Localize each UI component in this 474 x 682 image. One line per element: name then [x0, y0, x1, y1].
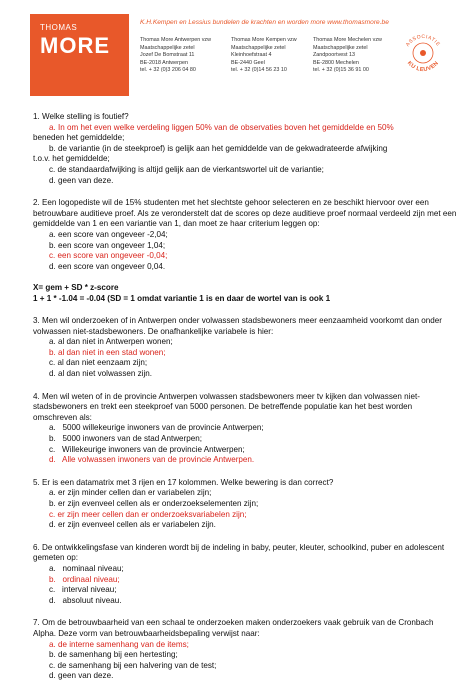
worked-solution-line: 1 + 1 * -1.04 = -0.04 (SD = 1 omdat variantie 1 is en daar de wortel van is ook 1 — [33, 293, 331, 303]
question-spacer — [33, 466, 458, 478]
answer-option: a. al dan niet in Antwerpen wonen; — [49, 337, 173, 347]
campus-line: tel. + 32 (0)3 206 04 80 — [140, 67, 196, 74]
seal-top-text: ASSOCIATIE — [404, 33, 442, 48]
answer-option: c. de standaardafwijking is altijd gelijk aan de vierkantswortel uit de variantie; — [49, 164, 324, 174]
answer-option: a. nominaal niveau; — [49, 563, 124, 573]
question-block — [33, 198, 458, 304]
question-text: 2. Een logopediste wil de 15% studenten met het slechtste gehoor selecteren en ze beschikt hiervoor over een betrouwbare auditieve proef. Als ze veronderstelt dat de scores op deze auditieve proef normaal verdeeld zijn met een gemiddelde van 1 en een variantie van 1, dan moet ze haar criterium leggen op: — [33, 198, 457, 229]
question-block — [33, 112, 458, 186]
logo-big-text: MORE — [40, 33, 110, 58]
campus-antwerpen — [140, 37, 211, 75]
question-spacer — [33, 380, 458, 392]
answer-option: beneden het gemiddelde; — [33, 133, 125, 143]
campus-line: Maatschappelijke zetel — [231, 44, 286, 51]
logo-small-text: THOMAS — [40, 23, 78, 32]
campus-mechelen — [313, 37, 382, 75]
answer-option-correct: b. ordinaal niveau; — [49, 574, 120, 584]
answer-option: t.o.v. het gemiddelde; — [33, 154, 110, 164]
answer-option: b. er zijn evenveel cellen als er onderzoekselementen zijn; — [49, 499, 259, 508]
answer-option: d. absoluut niveau. — [49, 595, 122, 605]
question-block — [33, 392, 458, 466]
campus-line: Maatschappelijke zetel — [140, 44, 195, 51]
answer-option: d. geen van deze. — [49, 175, 114, 185]
answer-option: a. een score van ongeveer -2,04; — [49, 229, 168, 239]
worked-solution-line: X= gem + SD * z-score — [33, 282, 119, 292]
question-spacer — [33, 304, 458, 316]
campus-line: Jozef De Bomstraat 11 — [140, 52, 195, 59]
campus-line: BE-2018 Antwerpen — [140, 59, 188, 66]
ku-leuven-association-seal — [398, 28, 448, 78]
answer-option: b. de variantie (in de steekproef) is gelijk aan het gemiddelde van de gekwadrateerde afwijking — [49, 143, 388, 153]
question-text: 3. Men wil onderzoeken of in Antwerpen onder volwassen stadsbewoners meer eenzaamheid voorkomt dan onder volwassen niet-stadsbewoners. De onafhankelijke variabele is hier: — [33, 316, 442, 336]
answer-option: a. 5000 willekeurige inwoners van de provincie Antwerpen; — [49, 423, 264, 433]
svg-text:ASSOCIATIE — [405, 34, 441, 48]
campus-line: BE-2440 Geel — [231, 59, 265, 66]
answer-option: c. interval niveau; — [49, 585, 117, 595]
campus-line: Kleinhoefstraat 4 — [231, 52, 272, 59]
answer-option: c. al dan niet eenzaam zijn; — [49, 358, 148, 368]
question-text: 6. De ontwikkelingsfase van kinderen wordt bij de indeling in baby, peuter, kleuter, schoolkind, puber en adolescent gemeten op: — [33, 542, 445, 563]
question-text: 1. Welke stelling is foutief? — [33, 112, 129, 121]
header-tagline: K.H.Kempen en Lessius bundelen de krachten en worden more www.thomasmore.be — [140, 19, 389, 26]
answer-option: d. geen van deze. — [49, 671, 114, 681]
answer-option: d. al dan niet volwassen zijn. — [49, 369, 153, 379]
thomas-more-logo — [30, 14, 129, 96]
campus-line: BE-2800 Mechelen — [313, 59, 359, 66]
answer-option: b. een score van ongeveer 1,04; — [49, 240, 166, 250]
question-block — [33, 618, 458, 682]
answer-option-correct: a. In om het even welke verdeling liggen 50% van de observaties boven het gemiddelde en 50% — [49, 122, 394, 132]
answer-option-correct: c. er zijn meer cellen dan er onderzoeksvariabelen zijn; — [49, 509, 247, 519]
question-spacer — [33, 531, 458, 543]
campus-line: tel. + 32 (0)15 36 91 00 — [313, 67, 369, 74]
answer-option: d. een score van ongeveer 0,04. — [49, 261, 166, 271]
seal-bottom-text: KU LEUVEN — [405, 60, 441, 74]
answer-option-correct: c. een score van ongeveer -0,04; — [49, 251, 168, 261]
question-list — [33, 112, 458, 682]
answer-option: c. Willekeurige inwoners van de provincie Antwerpen; — [49, 444, 245, 454]
campus-line: Maatschappelijke zetel — [313, 44, 368, 51]
campus-name: Thomas More Antwerpen vzw — [140, 37, 212, 43]
question-block — [33, 478, 458, 531]
campus-name: Thomas More Mechelen vzw — [313, 37, 382, 43]
answer-option: c. de samenhang bij een halvering van de test; — [49, 660, 217, 670]
answer-option-correct: a. de interne samenhang van de items; — [49, 639, 189, 649]
question-text: 4. Men wil weten of in de provincie Antwerpen volwassen stadsbewoners meer tv kijken dan volwassen niet-stadsbewoners en trekt een steekproef van 5000 personen. De betreffende populatie kan het best worden omschreven als: — [33, 391, 420, 422]
campus-line: tel. + 32 (0)14 56 23 10 — [231, 67, 287, 74]
answer-option: a. er zijn minder cellen dan er variabelen zijn; — [49, 488, 212, 498]
question-text: 5. Er is een datamatrix met 3 rijen en 17 kolommen. Welke bewering is dan correct? — [33, 477, 334, 487]
campus-kempen — [231, 37, 297, 75]
question-spacer — [33, 186, 458, 198]
answer-option: d. er zijn evenveel cellen als er variabelen zijn. — [49, 520, 216, 530]
campus-line: Zandpoortvest 13 — [313, 52, 355, 59]
question-block — [33, 543, 458, 607]
svg-text:KU LEUVEN — [406, 60, 440, 73]
question-spacer — [33, 606, 458, 618]
campus-name: Thomas More Kempen vzw — [231, 37, 297, 43]
question-block — [33, 316, 458, 380]
answer-option-correct: d. Alle volwassen inwoners van de provincie Antwerpen. — [49, 455, 255, 465]
answer-option: b. 5000 inwoners van de stad Antwerpen; — [49, 434, 202, 444]
question-text: 7. Om de betrouwbaarheid van een schaal te onderzoeken maken onderzoekers vaak gebruik van de Cronbach Alpha. Deze vorm van betrouwbaarheidsbepaling verwijst naar: — [33, 618, 434, 638]
answer-option-correct: b. al dan niet in een stad wonen; — [49, 347, 166, 357]
answer-option: b. de samenhang bij een hertesting; — [49, 650, 178, 660]
